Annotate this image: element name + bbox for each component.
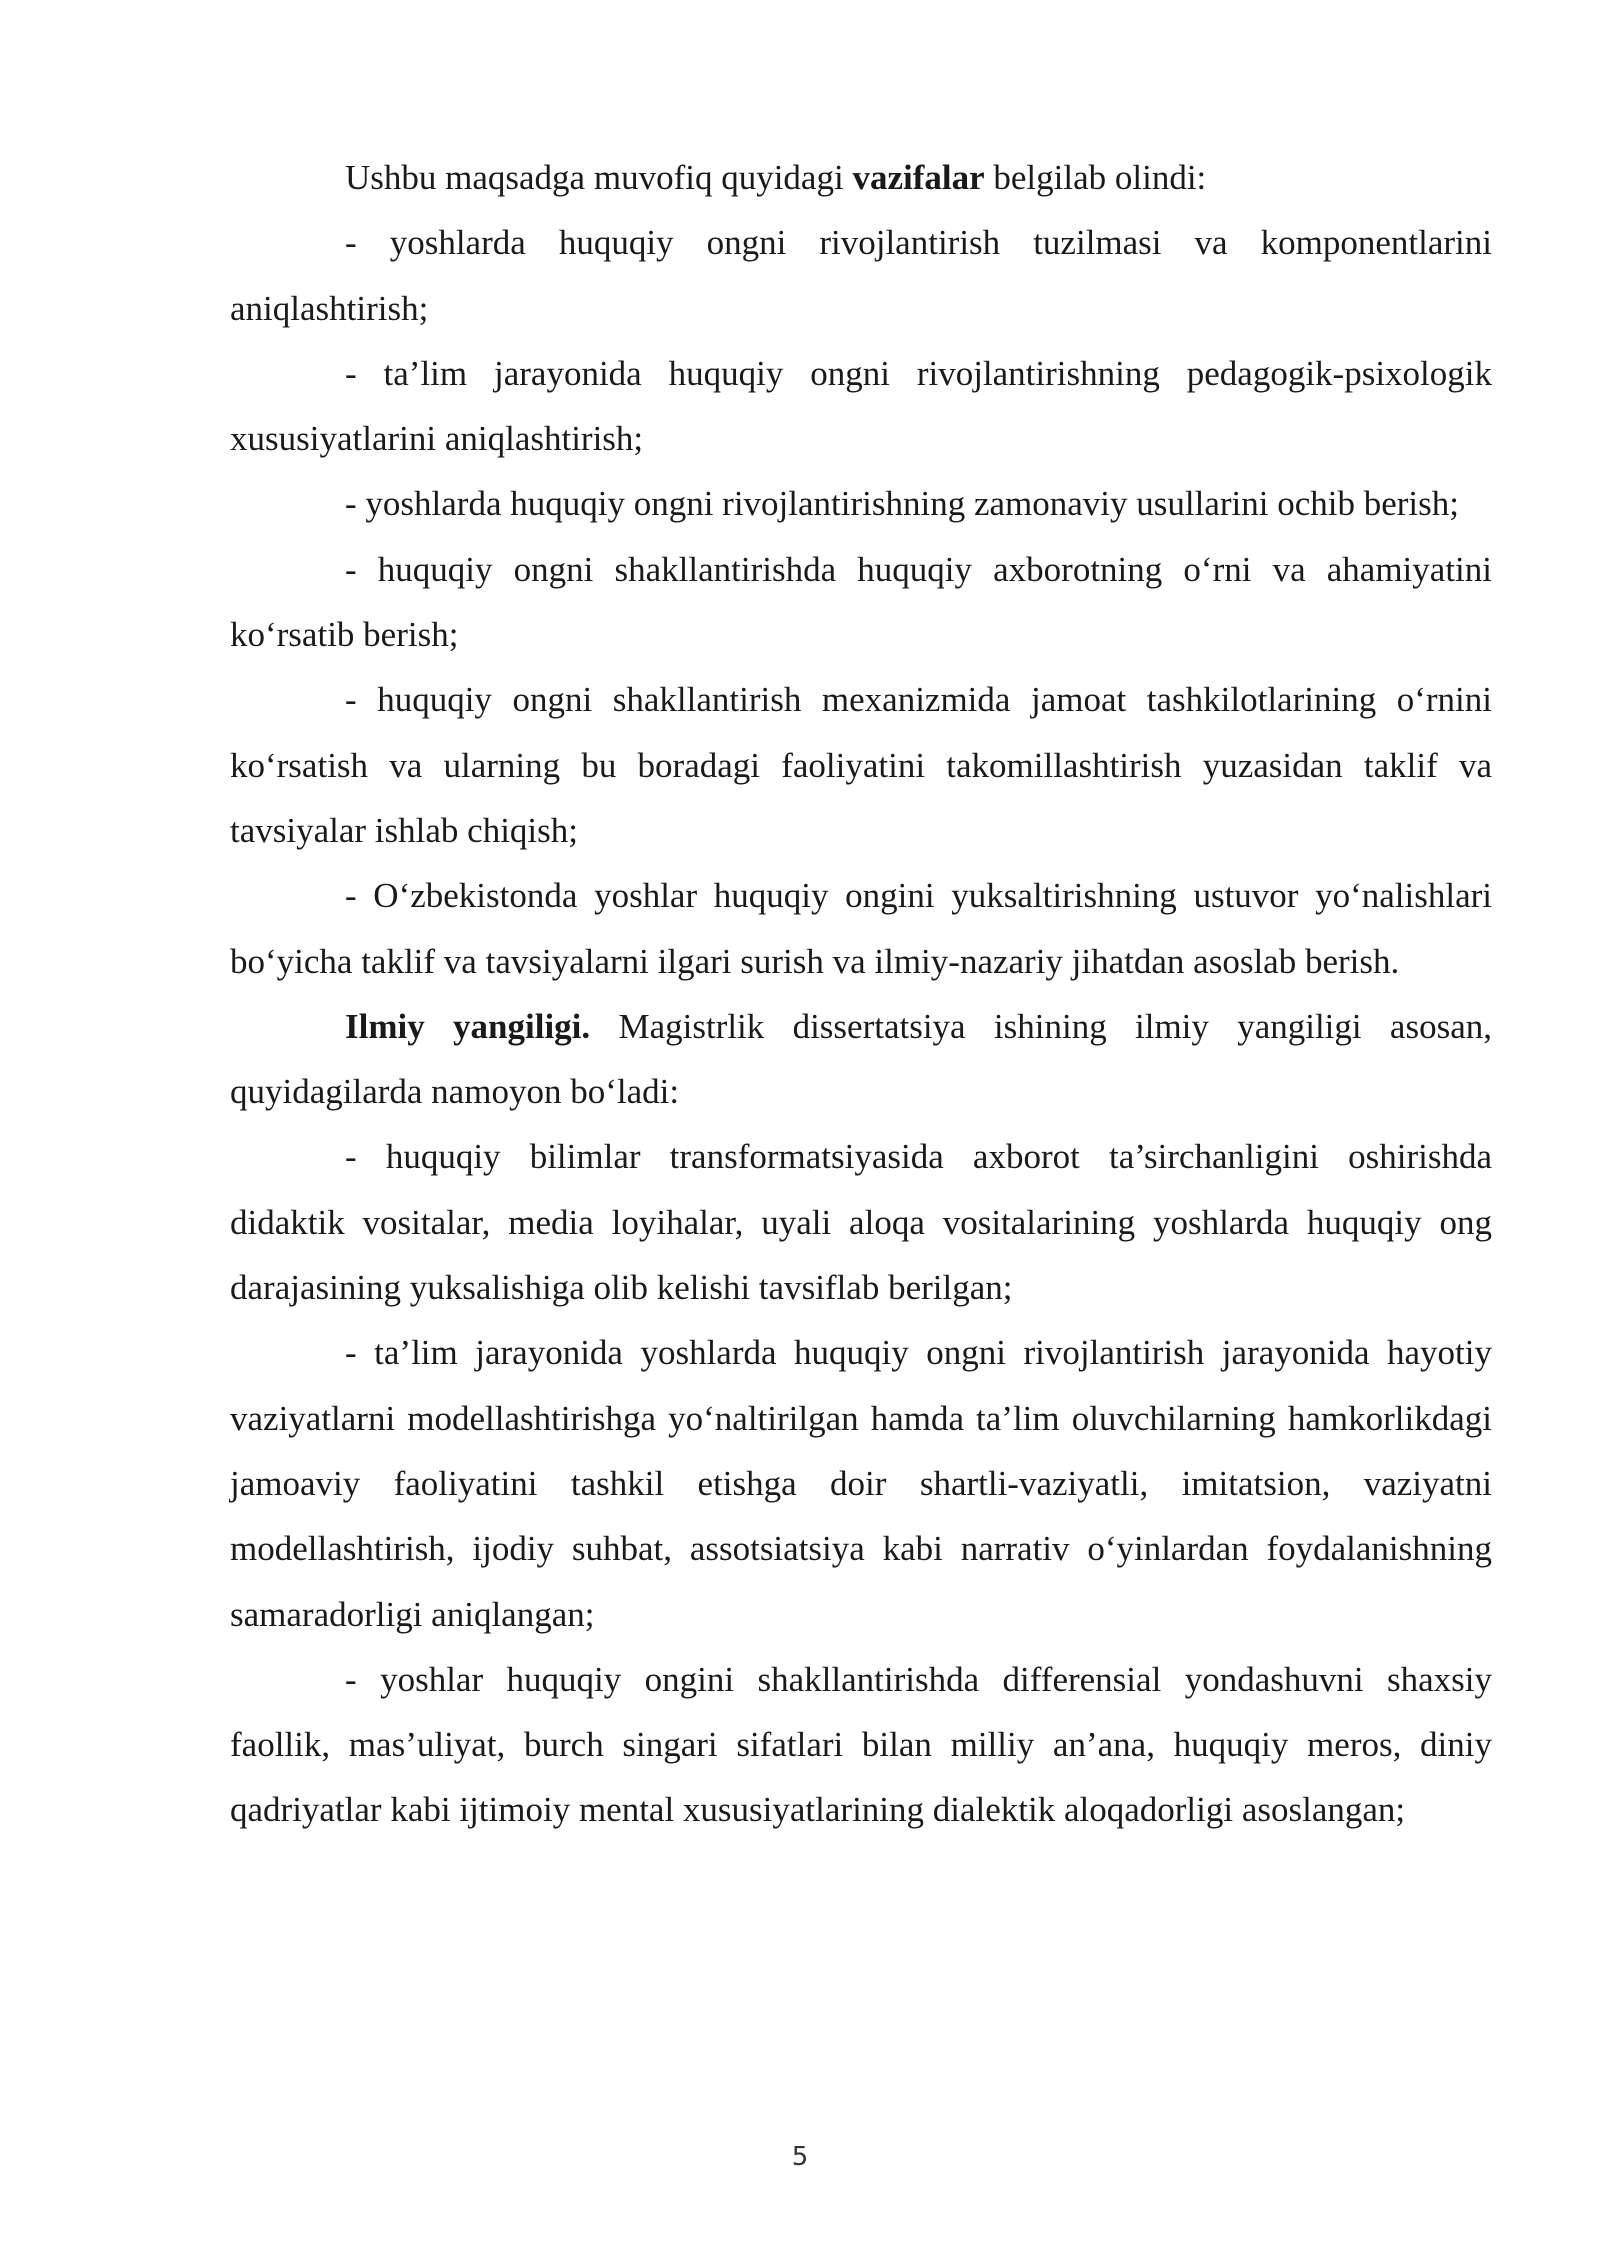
task-item: - yoshlarda huquqiy ongni rivojlantirishning zamonaviy usullarini ochib berish; [345, 484, 1459, 524]
page-number: 5 [791, 2142, 809, 2172]
task-item: - yoshlarda huquqiy ongni rivojlantirish tuzilmasi va komponentlarini aniqlashtirish; [230, 223, 1492, 328]
tasks-intro-end: belgilab olindi: [984, 158, 1207, 197]
task-item: - ta’lim jarayonida huquqiy ongni rivojlantirishning pedagogik-psixologik xususiyatlarini aniqlashtirish; [230, 353, 1492, 459]
tasks-keyword: vazifalar [852, 158, 985, 197]
task-item: - huquqiy ongni shakllantirishda huquqiy axborotning o‘rni va ahamiyatini ko‘rsatib berish; [230, 549, 1492, 655]
novelty-item: - ta’lim jarayonida yoshlarda huquqiy ongni rivojlantirish jarayonida hayotiy vaziyatlarni modellashtirishga yo‘naltirilgan hamda ta’lim oluvchilarning hamkorlikdagi jamoaviy faoliyatini tashkil etishga doir shartli-vaziyatli, imitatsion, vaziyatni modellashtirish, ijodiy suhbat, assotsiatsiya kabi narrativ o‘yinlardan foydalanishning samaradorligi aniqlangan; [230, 1333, 1492, 1634]
novelty-paragraph [230, 994, 1492, 1125]
novelty-heading: Ilmiy yangiligi. [345, 1006, 591, 1046]
document-body [230, 145, 1492, 1843]
task-item: - huquqiy ongni shakllantirish mexanizmida jamoat tashkilotlarining o‘rnini ko‘rsatish va ularning bu boradagi faoliyatini takomillashtirish yuzasidan taklif va tavsiyalar ishlab chiqish; [230, 680, 1492, 850]
tasks-intro-paragraph [230, 145, 1492, 210]
novelty-intro-text: Magistrlik dissertatsiya ishining ilmiy yangiligi asosan, quyidagilarda namoyon bo‘ladi: [230, 1006, 1492, 1112]
task-item: - O‘zbekistonda yoshlar huquqiy ongini yuksaltirishning ustuvor yo‘nalishlari bo‘yicha taklif va tavsiyalarni ilgari surish va ilmiy-nazariy jihatdan asoslab berish. [230, 876, 1492, 981]
novelty-item: - huquqiy bilimlar transformatsiyasida axborot ta’sirchanligini oshirishda didaktik vositalar, media loyihalar, uyali aloqa vositalarining yoshlarda huquqiy ong darajasining yuksalishiga olib kelishi tavsiflab berilgan; [230, 1137, 1492, 1308]
novelty-item: - yoshlar huquqiy ongini shakllantirishda differensial yondashuvni shaxsiy faollik, mas’uliyat, burch singari sifatlari bilan milliy an’ana, huquqiy meros, diniy qadriyatlar kabi ijtimoiy mental xususiyatlarining dialektik aloqadorligi asoslangan; [230, 1659, 1492, 1830]
tasks-intro-text: Ushbu maqsadga muvofiq quyidagi [345, 158, 853, 197]
